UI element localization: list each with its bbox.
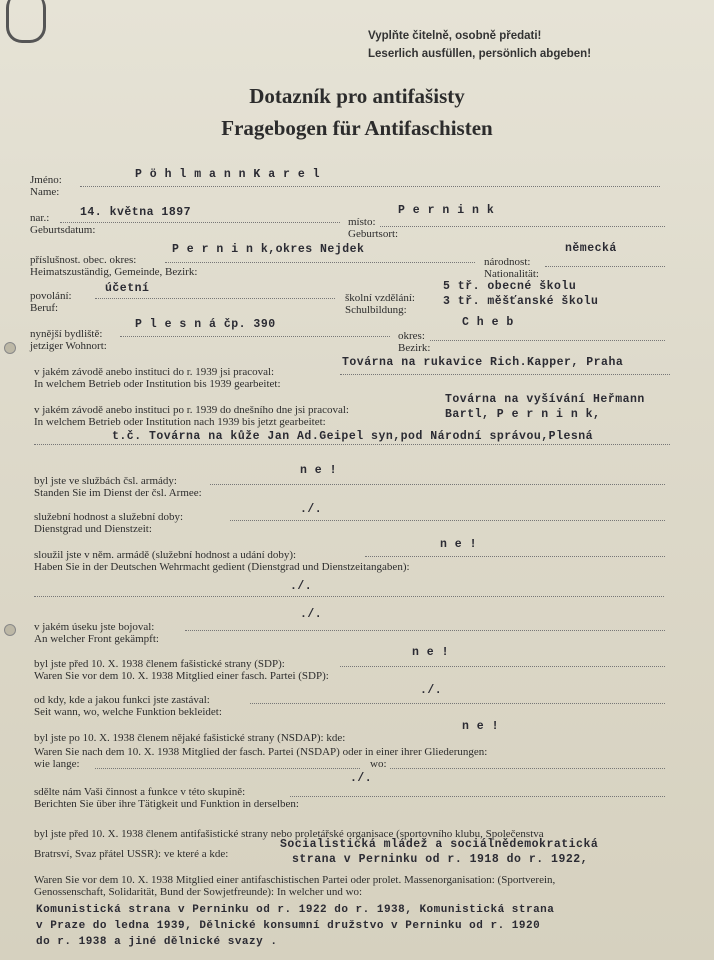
answer-q11-line5: do r. 1938 a jiné dělnické svazy . — [36, 936, 278, 948]
label-q9-de: Waren Sie nach dem 10. X. 1938 Mitglied der fasch. Partei (NSDAP) oder in einer ihrer Gliederungen: — [34, 746, 488, 758]
title-cz: Dotazník pro antifašisty — [249, 84, 465, 108]
answer-q5-second: ./. — [290, 580, 313, 593]
label-skolni: školní vzdělání: — [345, 292, 415, 304]
label-nationalitat: Nationalität: — [484, 268, 539, 280]
header-note-cz: Vyplňte čitelně, osobně předati! — [368, 30, 542, 42]
answer-q3: n e ! — [300, 464, 338, 477]
label-q6-de: An welcher Front gekämpft: — [34, 633, 159, 645]
label-q4-cz: služební hodnost a služební doby: — [34, 511, 184, 523]
answer-birth-place: P e r n i n k — [398, 204, 495, 217]
answer-education-1: 5 tř. obecné školu — [443, 280, 577, 293]
answer-domicile: P e r n i n k,okres Nejdek — [172, 243, 365, 256]
label-q2-cz: v jakém závodě anebo instituci po r. 1939 do dnešního dne jsi pracoval: — [34, 404, 349, 416]
label-bezirk: Bezirk: — [398, 342, 431, 354]
label-q9-cz: byl jste po 10. X. 1938 členem nějaké fašistické strany (NSDAP): kde: — [34, 732, 346, 744]
label-q5-de: Haben Sie in der Deutschen Wehrmacht gedient (Dienstgrad und Dienstzeitangaben): — [34, 561, 410, 573]
answer-q11-line3: Komunistická strana v Perninku od r. 1922 do r. 1938, Komunistická strana — [36, 904, 555, 916]
label-q11-de2: Genossenschaft, Solidarität, Bund der Sowjetfreunde): In welcher und wo: — [34, 886, 363, 898]
label-q7-cz: byl jste před 10. X. 1938 členem fašistické strany (SDP): — [34, 658, 285, 670]
label-q1-de: In welchem Betrieb oder Institution bis 1939 gearbeitet: — [34, 378, 281, 390]
label-q8-de: Seit wann, wo, welche Funktion bekleidet: — [34, 706, 222, 718]
answer-q2-line1: Továrna na vyšívání Heřmann — [445, 393, 645, 406]
label-povolani: povolání: — [30, 290, 72, 302]
answer-q11-line4: v Praze do ledna 1939, Dělnické konsumní družstvo v Perninku od r. 1920 — [36, 920, 541, 932]
answer-q2-line2: Bartl, P e r n i n k, — [445, 408, 601, 421]
label-geburtsdatum: Geburtsdatum: — [30, 224, 96, 236]
label-q2-de: In welchem Betrieb oder Institution nach 1939 bis jetzt gearbeitet: — [34, 416, 326, 428]
answer-q11-line2: strana v Perninku od r. 1918 do r. 1922, — [292, 853, 589, 866]
answer-nationality: německá — [565, 242, 617, 255]
label-q11-cz2: Bratrsví, Svaz přátel USSR): ve které a kde: — [34, 848, 229, 860]
label-q11-de: Waren Sie vor dem 10. X. 1938 Mitglied einer antifaschistischen Partei oder prolet. Massenorganisation: (Sportverein, — [34, 874, 556, 886]
title-de: Fragebogen für Antifaschisten — [221, 116, 493, 140]
label-q9-wo: wo: — [370, 758, 387, 770]
answer-district: C h e b — [462, 316, 514, 329]
label-q6-cz: v jakém úseku jste bojoval: — [34, 621, 155, 633]
label-prislusnost: příslušnost. obec. okres: — [30, 254, 137, 266]
answer-q9: n e ! — [462, 720, 500, 733]
label-q9-de2: wie lange: — [34, 758, 80, 770]
answer-occupation: účetní — [105, 282, 150, 295]
label-heimat: Heimatszuständig, Gemeinde, Bezirk: — [30, 266, 198, 278]
label-q1-cz: v jakém závodě anebo instituci do r. 1939 jsi pracoval: — [34, 366, 275, 378]
label-schulbildung: Schulbildung: — [345, 304, 407, 316]
label-q7-de: Waren Sie vor dem 10. X. 1938 Mitglied einer fasch. Partei (SDP): — [34, 670, 329, 682]
label-q10-cz: sdělte nám Vaši činnost a funkce v této skupině: — [34, 786, 246, 798]
label-q3-de: Standen Sie im Dienst der čsl. Armee: — [34, 487, 202, 499]
label-wohnort: jetziger Wohnort: — [30, 340, 107, 352]
label-narodnost: národnost: — [484, 256, 531, 268]
label-bydliste: nynější bydliště: — [30, 328, 103, 340]
label-q11-cz: byl jste před 10. X. 1938 členem antifašistické strany nebo proletářské organisace (sportovního klubu, Společenstva — [34, 828, 544, 840]
label-q8-cz: od kdy, kde a jakou funkci jste zastával: — [34, 694, 210, 706]
label-beruf: Beruf: — [30, 302, 59, 314]
answer-name: P ö h l m a n n K a r e l — [135, 168, 321, 181]
label-q5-cz: sloužil jste v něm. armádě (služební hodnost a udání doby): — [34, 549, 297, 561]
label-q10-de: Berichten Sie über ihre Tätigkeit und Funktion in derselben: — [34, 798, 299, 810]
label-q4-de: Dienstgrad und Dienstzeit: — [34, 523, 152, 535]
paper-clip-icon — [6, 0, 46, 43]
answer-education-2: 3 tř. měšťanské školu — [443, 295, 599, 308]
answer-q6: ./. — [300, 608, 323, 621]
label-jmeno: Jméno: — [30, 174, 62, 186]
answer-q11-line1: Socialistická mládež a sociálnědemokratická — [280, 838, 599, 851]
answer-q5: n e ! — [440, 538, 478, 551]
answer-q4: ./. — [300, 503, 323, 516]
label-nar: nar.: — [30, 212, 50, 224]
label-okres: okres: — [398, 330, 425, 342]
answer-residence: P l e s n á čp. 390 — [135, 318, 276, 331]
answer-q8: ./. — [420, 684, 443, 697]
answer-q7: n e ! — [412, 646, 450, 659]
label-name: Name: — [30, 186, 60, 198]
punch-hole-icon — [4, 624, 16, 636]
label-geburtsort: Geburtsort: — [348, 228, 399, 240]
answer-q1: Továrna na rukavice Rich.Kapper, Praha — [342, 356, 624, 369]
answer-q2-line3: t.č. Továrna na kůže Jan Ad.Geipel syn,pod Národní správou,Plesná — [112, 430, 594, 443]
answer-birth-date: 14. května 1897 — [80, 206, 192, 219]
label-misto: místo: — [348, 216, 376, 228]
header-note-de: Leserlich ausfüllen, persönlich abgeben! — [368, 48, 592, 60]
punch-hole-icon — [4, 342, 16, 354]
answer-q10: ./. — [350, 772, 373, 785]
label-q3-cz: byl jste ve službách čsl. armády: — [34, 475, 177, 487]
